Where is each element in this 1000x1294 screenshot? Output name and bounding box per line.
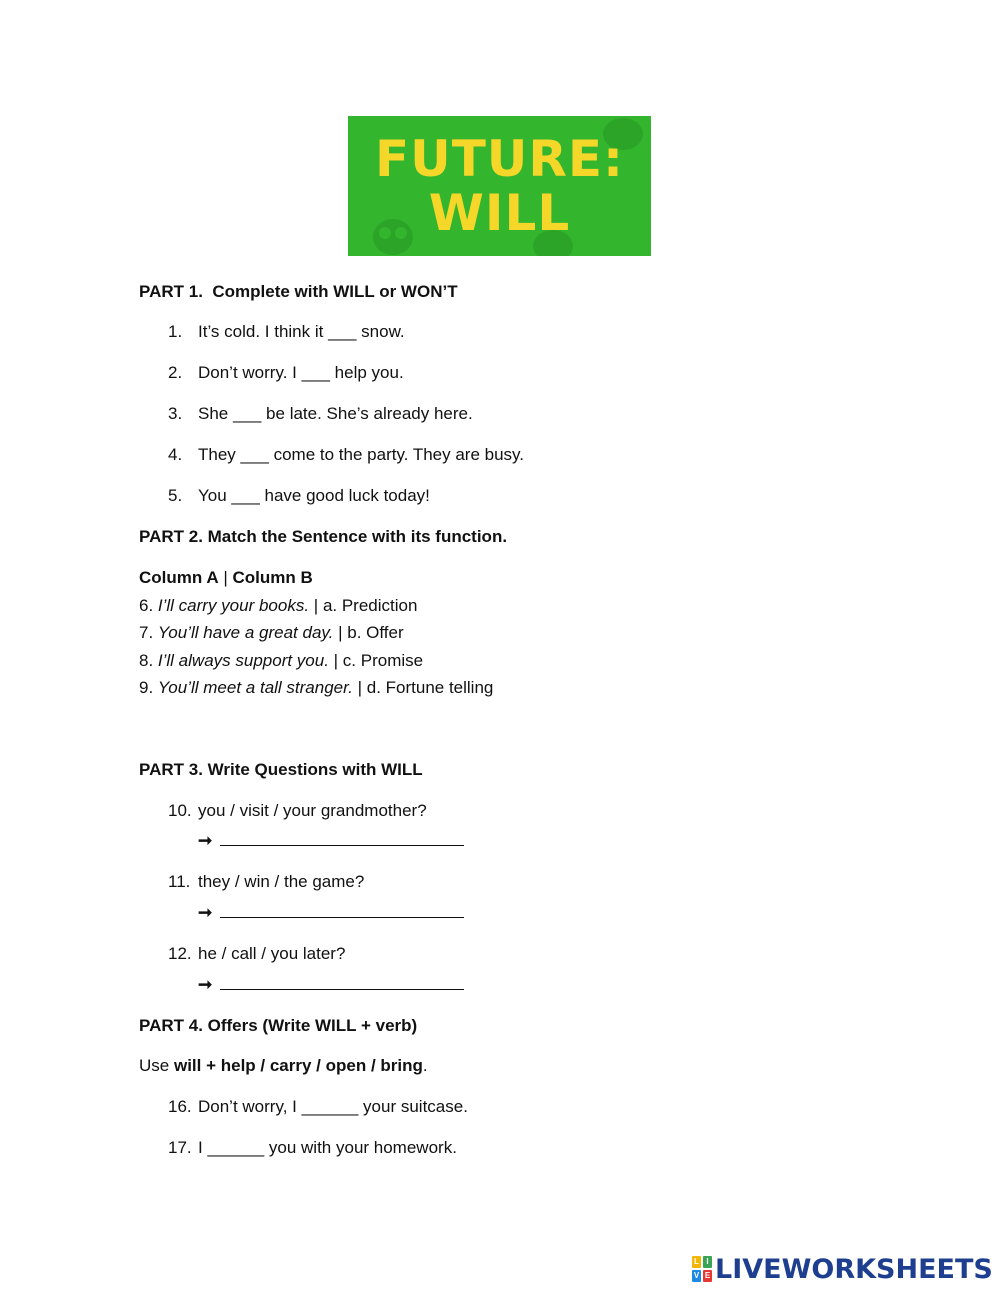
answer-line <box>198 974 464 995</box>
item-text: they / win / the game? <box>198 872 365 891</box>
banner-line-2: WILL <box>428 184 571 242</box>
row-number: 8. <box>139 651 158 670</box>
match-row <box>139 651 423 671</box>
logo-text: LIVEWORKSHEETS <box>715 1253 993 1285</box>
part1-heading: PART 1. Complete with WILL or WON’T <box>139 282 458 301</box>
answer-line <box>198 902 464 923</box>
item-text: Don’t worry, I ______ your suitcase. <box>198 1097 468 1116</box>
liveworksheets-logo <box>692 1254 993 1284</box>
answer-blank[interactable] <box>220 830 464 846</box>
part2-heading: PART 2. Match the Sentence with its function. <box>139 527 508 546</box>
item-number: 1. <box>168 322 183 341</box>
list-item <box>168 486 430 506</box>
item-number: 12. <box>168 944 192 963</box>
row-sentence: I’ll always support you. <box>157 651 329 670</box>
part4-heading: PART 4. Offers (Write WILL + verb) <box>139 1016 418 1035</box>
item-number: 16. <box>168 1097 192 1116</box>
item-number: 3. <box>168 404 183 423</box>
list-item <box>168 1097 468 1117</box>
row-number: 6. <box>139 596 158 615</box>
item-number: 17. <box>168 1138 192 1157</box>
row-function: | b. Offer <box>333 623 404 642</box>
list-item <box>168 801 427 821</box>
row-function: | c. Promise <box>328 651 424 670</box>
arrow-right-icon: ➞ <box>198 903 213 922</box>
item-number: 5. <box>168 486 183 505</box>
column-separator: | <box>218 568 233 587</box>
arrow-right-icon: ➞ <box>198 831 213 850</box>
list-item <box>168 1138 457 1158</box>
row-number: 9. <box>139 678 158 697</box>
title-banner <box>348 116 651 256</box>
item-text: he / call / you later? <box>198 944 346 963</box>
item-text: You ___ have good luck today! <box>198 486 430 505</box>
item-number: 10. <box>168 801 192 820</box>
column-b-label: Column B <box>232 568 313 587</box>
columns-header <box>139 568 313 588</box>
row-function: | d. Fortune telling <box>352 678 494 697</box>
answer-line <box>198 830 464 851</box>
row-function: | a. Prediction <box>309 596 418 615</box>
instruction-verbs: will + help / carry / open / bring <box>173 1056 423 1075</box>
arrow-right-icon: ➞ <box>198 975 213 994</box>
answer-blank[interactable] <box>220 974 464 990</box>
list-item <box>168 322 405 342</box>
item-text: Don’t worry. I ___ help you. <box>198 363 404 382</box>
row-sentence: You’ll have a great day. <box>157 623 334 642</box>
item-text: She ___ be late. She’s already here. <box>198 404 473 423</box>
match-row <box>139 596 417 616</box>
instruction-suffix: . <box>422 1056 428 1075</box>
logo-mark-icon <box>692 1256 712 1282</box>
list-item <box>168 363 404 383</box>
logo-mark-tile: V <box>693 1271 700 1280</box>
item-number: 4. <box>168 445 183 464</box>
answer-blank[interactable] <box>220 902 464 918</box>
item-number: 11. <box>168 872 191 891</box>
list-item <box>168 944 345 964</box>
item-text: They ___ come to the party. They are busy. <box>198 445 525 464</box>
list-item <box>168 872 364 892</box>
item-text: It’s cold. I think it ___ snow. <box>198 322 405 341</box>
row-number: 7. <box>139 623 158 642</box>
item-text: I ______ you with your homework. <box>198 1138 457 1157</box>
row-sentence: I’ll carry your books. <box>157 596 310 615</box>
part3-heading: PART 3. Write Questions with WILL <box>139 760 423 779</box>
logo-mark-tile: I <box>703 1256 712 1268</box>
list-item <box>168 445 524 465</box>
item-text: you / visit / your grandmother? <box>198 801 427 820</box>
banner-title <box>348 116 651 256</box>
logo-mark-tile: L <box>692 1256 701 1268</box>
banner-line-1: FUTURE: <box>374 130 625 188</box>
list-item <box>168 404 473 424</box>
instruction-prefix: Use <box>139 1056 174 1075</box>
column-a-label: Column A <box>139 568 219 587</box>
match-row <box>139 623 404 643</box>
logo-mark-tile: E <box>704 1271 711 1280</box>
part4-instruction <box>139 1056 428 1076</box>
row-sentence: You’ll meet a tall stranger. <box>157 678 353 697</box>
match-row <box>139 678 493 698</box>
item-number: 2. <box>168 363 183 382</box>
